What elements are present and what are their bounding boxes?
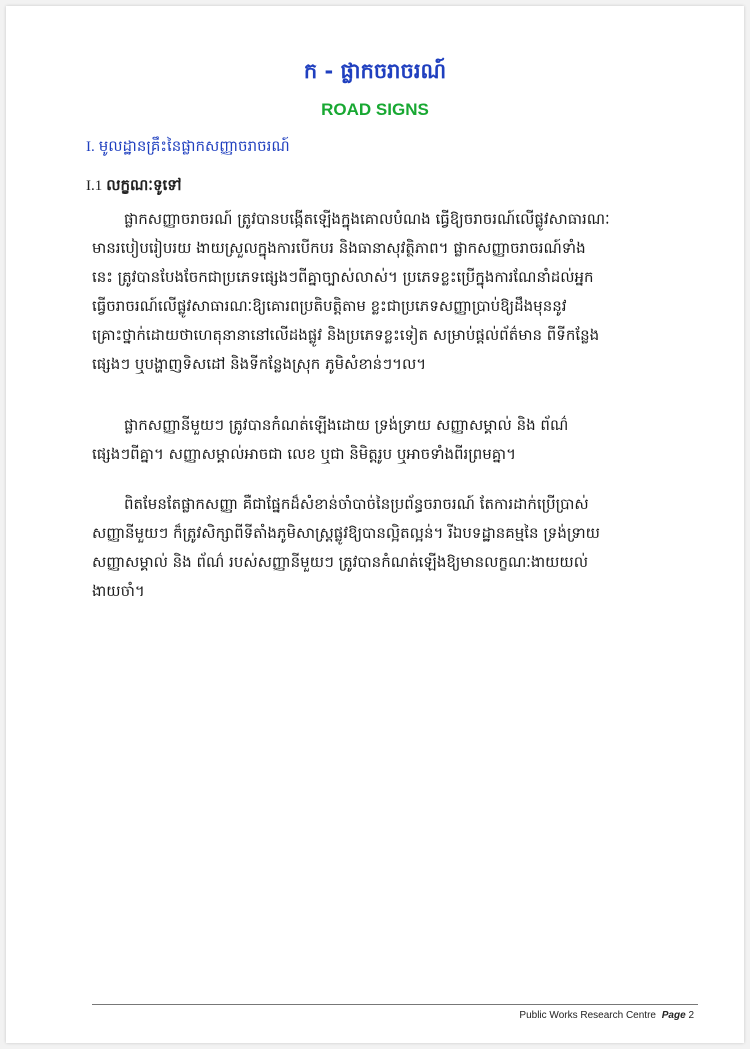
document-page [6, 6, 744, 1043]
section-title: មូលដ្ឋានគ្រឹះនៃផ្លាកសញ្ញាចរាចរណ៍ [98, 137, 290, 155]
subsection-heading [86, 176, 182, 198]
paragraph-line: មានរបៀបរៀបរយ ងាយស្រួលក្នុងការបើកបរ និងធានាសុវត្ថិភាព។ ផ្លាកសញ្ញាចរាចរណ៍ទាំង [92, 239, 586, 257]
paragraph-line: ផ្លាកសញ្ញាចរាចរណ៍ ត្រូវបានបង្កើតឡើងក្នុងគោលបំណង ធ្វើឱ្យចរាចរណ៍លើផ្លូវសាធារណៈ [124, 210, 610, 228]
paragraph-line: សញ្ញាសម្គាល់ និង ព័ណ៌ របស់សញ្ញានីមួយៗ ត្រូវបានកំណត់ឡើងឱ្យមានលក្ខណៈងាយយល់ [92, 553, 588, 571]
footer-divider [92, 1004, 698, 1005]
page-subtitle: ROAD SIGNS [321, 100, 429, 119]
paragraph-line: ពិតមែនតែផ្លាកសញ្ញា គឺជាផ្នែកដ៏សំខាន់ចាំបាច់នៃប្រព័ន្ធចរាចរណ៍ តែការដាក់ប្រើប្រាស់ [124, 495, 589, 513]
paragraph-line: ផ្សេងៗពីគ្នា។ សញ្ញាសម្គាល់អាចជា លេខ ឬជា និមិត្តរូប ឬអាចទាំងពីរព្រមគ្នា។ [92, 445, 516, 463]
page-title: ក - ផ្លាកចរាចរណ៍ [303, 59, 447, 83]
paragraph-line: នេះ ត្រូវបានបែងចែកជាប្រភេទផ្សេងៗពីគ្នាច្បាស់លាស់។ ប្រភេទខ្លះប្រើក្នុងការណែនាំដល់អ្នក [92, 268, 594, 286]
subsection-number: I.1 [86, 178, 103, 194]
paragraph-1 [92, 205, 692, 379]
paragraph-line: គ្រោះថ្នាក់ដោយថាហេតុនានានៅលើដងផ្លូវ និងប្រភេទខ្លះទៀត សម្រាប់ផ្តល់ព័ត៌មាន ពីទីកន្លែង [92, 326, 600, 344]
footer-org: Public Works Research Centre [519, 1010, 656, 1021]
paragraph-line [92, 411, 692, 440]
section-heading [86, 137, 290, 159]
paragraph-line: ធ្វើចរាចរណ៍លើផ្លូវសាធារណៈឱ្យគោរពប្រតិបត្តិតាម ខ្លះជាប្រភេទសញ្ញាប្រាប់ឱ្យដឹងមុននូវ [92, 297, 567, 315]
paragraph-3 [92, 490, 692, 606]
paragraph-line: ផ្សេងៗ ឬបង្ហាញទិសដៅ និងទីកន្លែងស្រុក ភូមិសំខាន់ៗ។ល។ [92, 355, 427, 373]
paragraph-text: ផ្លាកសញ្ញានីមួយៗ ត្រូវបានកំណត់ឡើងដោយ ទ្រង់ទ្រាយ សញ្ញាសម្គាល់ និង ព័ណ៌ [124, 416, 569, 434]
paragraph-2 [92, 411, 692, 469]
footer-page-label: Page [661, 1010, 686, 1021]
footer-page-number: 2 [688, 1010, 694, 1021]
paragraph-line: សញ្ញានីមួយៗ ក៏ត្រូវសិក្សាពីទីតាំងភូមិសាស្ត្រផ្លូវឱ្យបានល្អិតល្អន់។ រីឯបទដ្ឋានគម្មនៃ ទ្រង់ទ្រាយ [92, 524, 600, 542]
section-number: I. [86, 139, 95, 155]
page-footer [519, 1010, 694, 1021]
paragraph-line: ងាយចាំ។ [92, 582, 145, 600]
subsection-title: លក្ខណៈទូទៅ [106, 176, 182, 194]
